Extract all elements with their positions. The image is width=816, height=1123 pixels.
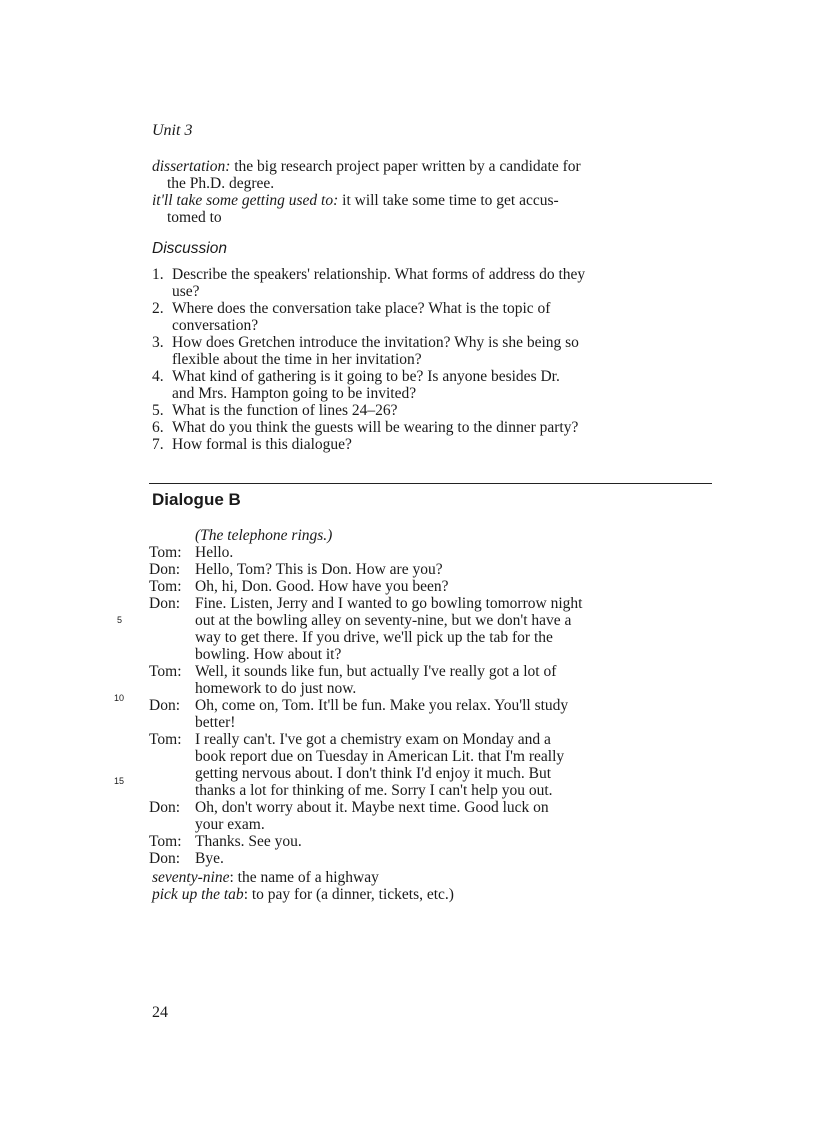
dialogue-b-heading: Dialogue B	[152, 490, 241, 509]
speaker: Don:	[149, 561, 180, 578]
dialogue-turn: Don: Bye.	[149, 850, 224, 867]
dialogue-turn: Don: Hello, Tom? This is Don. How are you?	[149, 561, 443, 578]
dialogue-turn: Tom: I really can't. I've got a chemistry exam on Monday and a book report due on Tuesday in American Lit. that I'm really getting nervous about. I don't think I'd enjoy it much. But thanks a lot for thinking of me. Sorry I can't help you out.	[149, 731, 565, 799]
glossary-entry-pick-up-the-tab	[152, 886, 632, 903]
speaker: Don:	[149, 595, 180, 612]
glossary-term: it'll take some getting used to:	[152, 192, 339, 209]
dialogue-turn: Don: Fine. Listen, Jerry and I wanted to go bowling tomorrow night out at the bowling alley on seventy-nine, but we don't have a way to get there. If you drive, we'll pick up the tab for the bowling. How about it?	[149, 595, 583, 663]
page-number: 24	[152, 1004, 168, 1021]
question-item: 2. Where does the conversation take place? What is the topic of conversation?	[152, 300, 551, 334]
glossary-term: pick up the tab	[152, 886, 244, 903]
speaker: Tom:	[149, 663, 182, 680]
question-item: 5. What is the function of lines 24–26?	[152, 402, 398, 419]
dialogue-turn: Tom: Oh, hi, Don. Good. How have you been?	[149, 578, 449, 595]
speaker: Tom:	[149, 833, 182, 850]
line-number: 15	[114, 776, 125, 786]
glossary-definition: : the name of a highway	[229, 869, 379, 886]
speaker: Don:	[149, 799, 180, 816]
glossary-entry-seventy-nine	[152, 869, 632, 886]
question-item: 4. What kind of gathering is it going to be? Is anyone besides Dr. and Mrs. Hampton going to be invited?	[152, 368, 560, 402]
discussion-heading: Discussion	[152, 240, 227, 257]
glossary-definition-cont: the Ph.D. degree.	[167, 175, 275, 192]
dialogue-turn: Don: Oh, come on, Tom. It'll be fun. Make you relax. You'll study better!	[149, 697, 569, 731]
dialogue-turn: Tom: Hello.	[149, 544, 234, 561]
section-divider	[149, 483, 712, 484]
speaker: Don:	[149, 850, 180, 867]
dialogue-b-transcript	[149, 544, 629, 867]
stage-direction: (The telephone rings.)	[195, 527, 333, 544]
question-item: 1. Describe the speakers' relationship. What forms of address do they use?	[152, 266, 586, 300]
glossary-term: seventy-nine	[152, 869, 230, 886]
glossary-entry-dissertation	[152, 158, 632, 192]
question-item: 6. What do you think the guests will be wearing to the dinner party?	[152, 419, 579, 436]
speaker: Tom:	[149, 731, 182, 748]
glossary-term: dissertation:	[152, 158, 231, 175]
line-number: 10	[114, 693, 125, 703]
glossary-entry-getting-used-to	[152, 192, 632, 226]
dialogue-turn: Tom: Thanks. See you.	[149, 833, 302, 850]
glossary-definition: it will take some time to get accus-	[338, 192, 559, 209]
glossary-definition: the big research project paper written by a candidate for	[230, 158, 581, 175]
glossary-definition: : to pay for (a dinner, tickets, etc.)	[243, 886, 454, 903]
question-item: 3. How does Gretchen introduce the invitation? Why is she being so flexible about the time in her invitation?	[152, 334, 579, 368]
dialogue-turn: Don: Oh, don't worry about it. Maybe next time. Good luck on your exam.	[149, 799, 549, 833]
running-head: Unit 3	[152, 122, 193, 139]
speaker: Don:	[149, 697, 180, 714]
glossary-definition-cont: tomed to	[167, 209, 222, 226]
speaker: Tom:	[149, 544, 182, 561]
speaker: Tom:	[149, 578, 182, 595]
discussion-questions	[152, 266, 632, 453]
question-item: 7. How formal is this dialogue?	[152, 436, 352, 453]
dialogue-turn: Tom: Well, it sounds like fun, but actually I've really got a lot of homework to do just now.	[149, 663, 557, 697]
line-number: 5	[117, 615, 123, 625]
